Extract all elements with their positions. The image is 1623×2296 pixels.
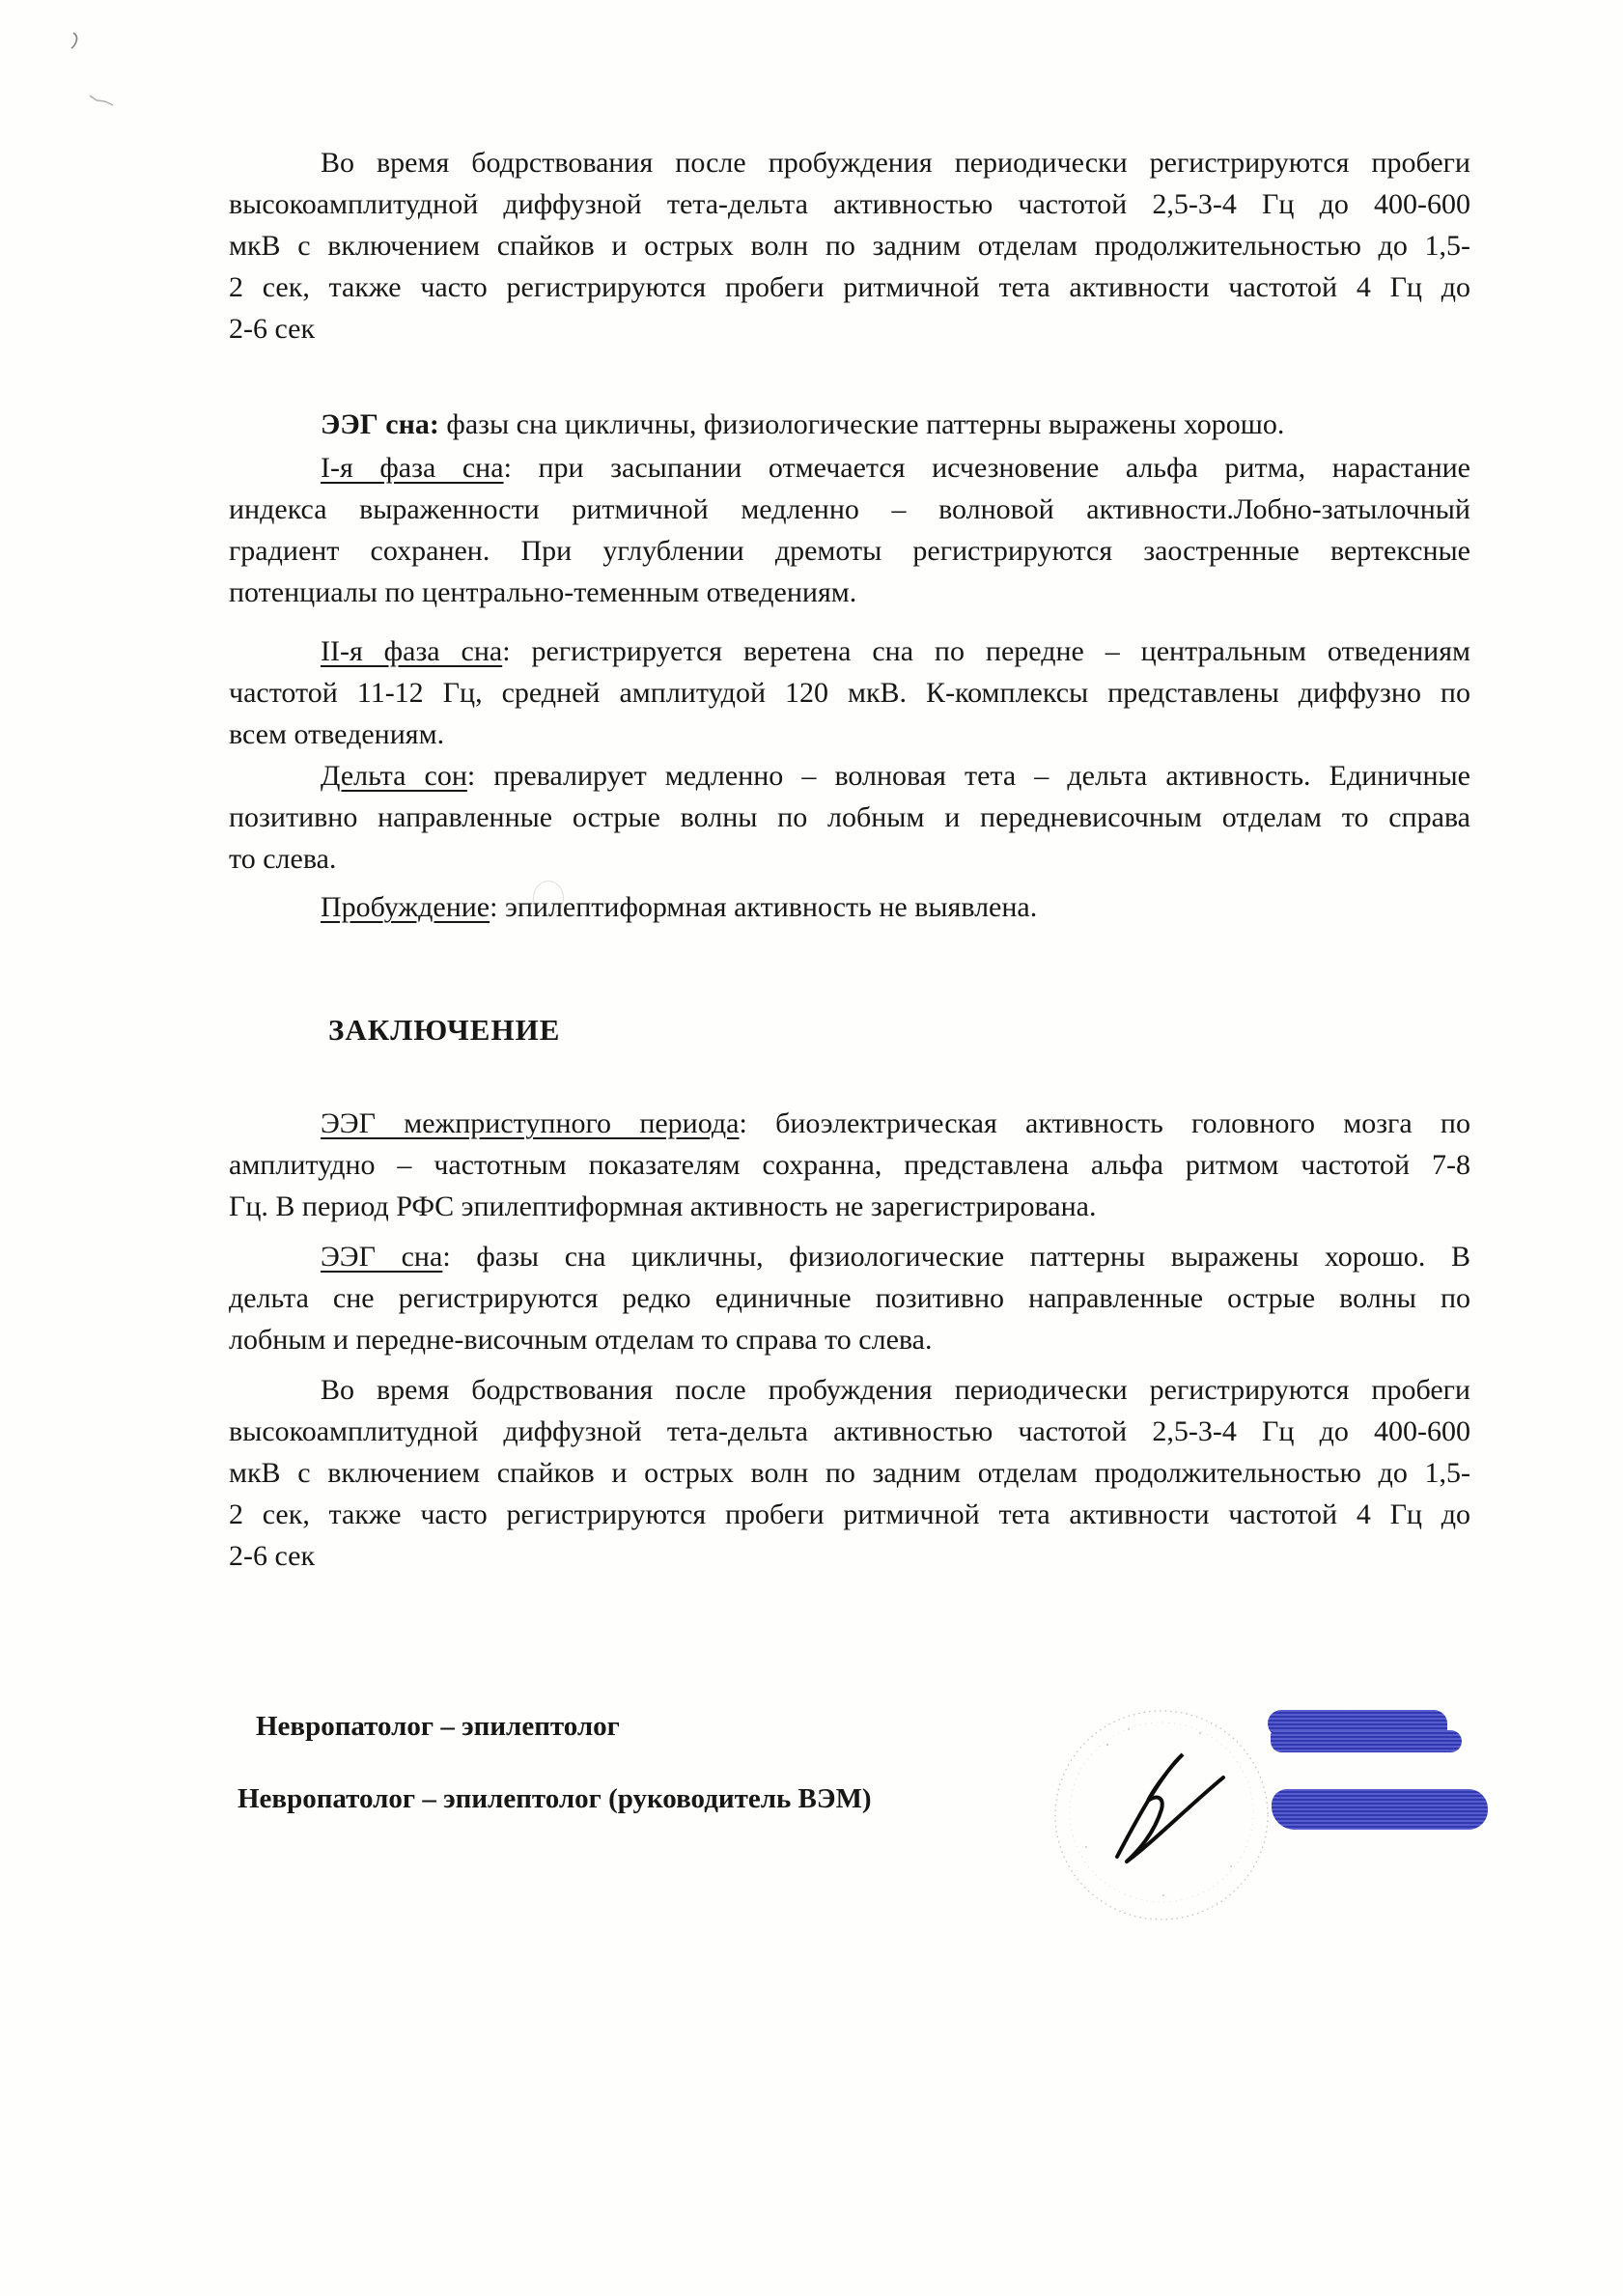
text-run: фазы сна цикличны, физиологические паттерны выражены хорошо. <box>438 408 1285 440</box>
text-run: : превалирует медленно – волновая тета – дельта активность. Единичные <box>466 760 1470 792</box>
text-line <box>229 886 1470 928</box>
label-eeg-sna: ЭЭГ сна: <box>321 408 439 440</box>
redaction-mark-1b <box>1271 1730 1462 1752</box>
paragraph-sleep-conclusion <box>229 1236 1470 1360</box>
conclusion-heading: ЗАКЛЮЧЕНИЕ <box>328 1013 561 1047</box>
text-run: : биоэлектрическая активность головного мозга по <box>739 1107 1470 1139</box>
text-line <box>229 404 1470 445</box>
text-line: дельта сне регистрируются редко единичные позитивно направленные острые волны по <box>229 1282 1470 1314</box>
redaction-mark-2 <box>1272 1789 1488 1830</box>
text-line: Гц. В период РФС эпилептиформная активность не зарегистрирована. <box>229 1190 1097 1222</box>
text-line: градиент сохранен. При углублении дремоты регистрируются заостренные вертексные <box>229 535 1470 567</box>
paragraph-delta-sleep <box>229 755 1470 880</box>
text-line: позитивно направленные острые волны по лобным и передневисочным отделам то справа <box>229 801 1470 833</box>
text-line: 2-6 сек <box>229 1540 316 1572</box>
paragraph-waking-2 <box>229 1369 1470 1577</box>
label-phase-2: II-я фаза сна <box>321 635 503 667</box>
text-line <box>229 1236 1470 1277</box>
text-line: лобным и передне-височным отделам то справа то слева. <box>229 1324 933 1356</box>
pen-signature-icon <box>1117 1754 1223 1862</box>
signatory-role-2: Невропатолог – эпилептолог (руководитель ВЭМ) <box>238 1783 872 1814</box>
stamp-and-signature <box>1048 1704 1279 1931</box>
label-phase-1: I-я фаза сна <box>321 452 504 484</box>
label-delta: Дельта сон <box>321 760 467 792</box>
text-run: : регистрируется веретена сна по передне – центральным отведениям <box>502 635 1470 667</box>
text-line <box>229 1103 1470 1144</box>
text-line: высокоамплитудной диффузной тета-дельта активностью частотой 2,5-3-4 Гц до 400-600 <box>229 1415 1470 1447</box>
paragraph-phase-1 <box>229 447 1470 613</box>
label-interictal: ЭЭГ межприступного периода <box>321 1107 740 1139</box>
scan-speck-marks <box>63 24 121 116</box>
text-line: высокоамплитудной диффузной тета-дельта активностью частотой 2,5-3-4 Гц до 400-600 <box>229 188 1470 220</box>
text-line: амплитудно – частотным показателям сохранна, представлена альфа ритмом частотой 7-8 <box>229 1149 1470 1181</box>
paragraph-awakening <box>229 886 1470 928</box>
paragraph-phase-2 <box>229 630 1470 755</box>
paragraph-interictal <box>229 1103 1470 1227</box>
text-line: потенциалы по центрально-теменным отведениям. <box>229 576 857 608</box>
text-line: всем отведениям. <box>229 718 445 750</box>
text-line: 2-6 сек <box>229 313 316 345</box>
text-run: : при засыпании отмечается исчезновение альфа ритма, нарастание <box>503 452 1470 484</box>
text-line: Во время бодрствования после пробуждения периодически регистрируются пробеги <box>321 1374 1470 1406</box>
label-sleep-concl: ЭЭГ сна <box>321 1241 443 1273</box>
text-line: частотой 11-12 Гц, средней амплитудой 120 мкВ. К-комплексы представлены диффузно по <box>229 677 1470 709</box>
label-awakening: Пробуждение <box>321 891 490 923</box>
text-line: то слева. <box>229 843 337 875</box>
text-line: мкВ с включением спайков и острых волн по задним отделам продолжительностью до 1,5- <box>229 1457 1470 1489</box>
text-line: мкВ с включением спайков и острых волн по задним отделам продолжительностью до 1,5- <box>229 230 1470 262</box>
text-line <box>229 447 1470 489</box>
text-run: : эпилептиформная активность не выявлена. <box>490 891 1038 923</box>
text-line: индекса выраженности ритмичной медленно – волновой активности.Лобно-затылочный <box>229 493 1470 525</box>
text-line: 2 сек, также часто регистрируются пробеги ритмичной тета активности частотой 4 Гц до <box>229 271 1470 303</box>
text-line: Во время бодрствования после пробуждения периодически регистрируются пробеги <box>321 147 1470 179</box>
text-line <box>229 755 1470 797</box>
signatory-role-1: Невропатолог – эпилептолог <box>256 1711 620 1742</box>
text-run: : фазы сна цикличны, физиологические паттерны выражены хорошо. В <box>442 1241 1470 1273</box>
text-line <box>229 630 1470 672</box>
text-line: 2 сек, также часто регистрируются пробеги ритмичной тета активности частотой 4 Гц до <box>229 1498 1470 1530</box>
paragraph-sleep-intro <box>229 404 1470 445</box>
paragraph-waking-1 <box>229 142 1470 350</box>
